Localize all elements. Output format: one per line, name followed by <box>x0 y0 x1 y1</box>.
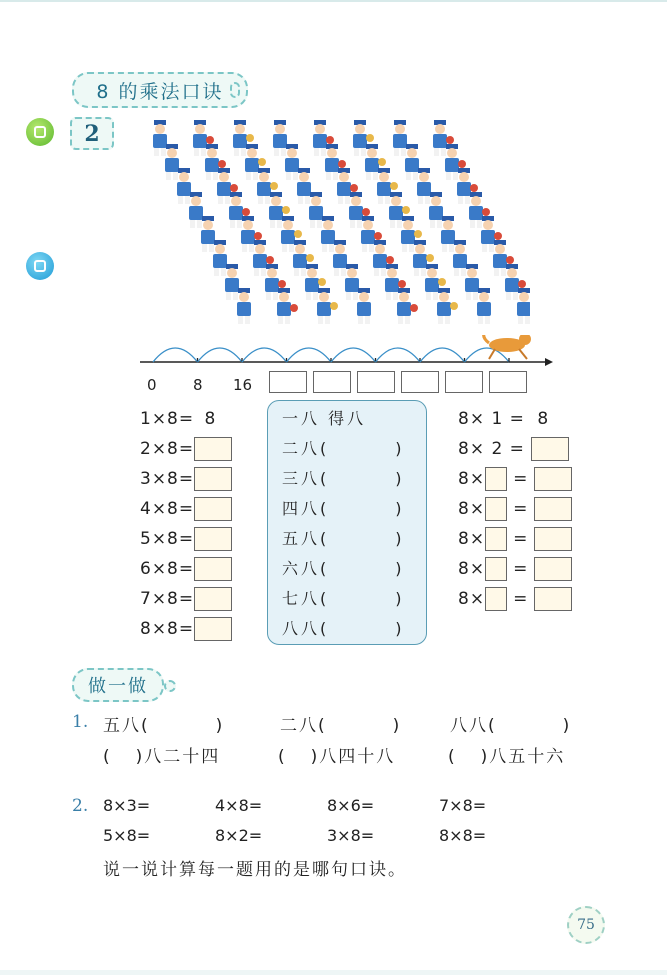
calc-item: 5×8= <box>103 826 151 845</box>
badge-decoration <box>230 82 240 98</box>
band-member <box>201 216 215 252</box>
dog-illustration <box>484 335 531 359</box>
answer-box[interactable] <box>194 527 232 551</box>
right-row <box>458 406 572 436</box>
jump-arc <box>242 348 287 362</box>
rhyme-head: 五八 <box>282 529 321 548</box>
answer-box[interactable] <box>534 497 572 521</box>
q1-item <box>448 742 565 767</box>
number-line-blank[interactable] <box>269 371 307 393</box>
paren-open: ( <box>320 469 330 488</box>
paren-close: ) <box>395 589 405 608</box>
marching-band-illustration <box>130 112 530 332</box>
paren-open: ( <box>278 747 287 767</box>
right-row <box>458 466 572 496</box>
band-member <box>273 120 287 156</box>
band-member <box>225 264 239 300</box>
q1-item <box>103 742 220 767</box>
left-row <box>140 436 232 466</box>
band-member <box>165 144 179 180</box>
left-expr: 7×8= <box>140 589 195 609</box>
band-member <box>393 120 407 156</box>
paren-open: ( <box>488 716 497 736</box>
paren-close: ) <box>395 469 405 488</box>
rhyme-head: 六八 <box>282 559 321 578</box>
band-member <box>465 264 479 300</box>
paren-close: ) <box>310 747 320 767</box>
band-member <box>297 168 311 204</box>
resource-pin-icon[interactable] <box>26 118 54 146</box>
paren-close: ) <box>135 747 145 767</box>
calc-item: 4×8= <box>215 796 263 815</box>
rhyme-line <box>282 586 405 616</box>
left-row <box>140 526 232 556</box>
left-expr: 2×8= <box>140 439 195 459</box>
number-line-blank[interactable] <box>357 371 395 393</box>
rhyme-line <box>282 556 405 586</box>
band-member <box>357 288 371 324</box>
screen-glyph-icon <box>34 260 46 272</box>
number-line-blank[interactable] <box>489 371 527 393</box>
left-expr: 8×8= <box>140 619 195 639</box>
example-number-badge <box>70 117 114 150</box>
q1-rhyme-head: 八八 <box>450 716 488 736</box>
equals-sign: = <box>513 499 529 519</box>
paren-close: ) <box>480 747 490 767</box>
paren-open: ( <box>320 589 330 608</box>
right-row <box>458 586 572 616</box>
badge-decoration <box>164 680 176 692</box>
band-member <box>321 216 335 252</box>
band-member <box>453 240 467 276</box>
q1-rhyme-head: 五八 <box>103 716 141 736</box>
paren-close: ) <box>395 499 405 518</box>
calc-item: 8×8= <box>439 826 487 845</box>
answer-box[interactable] <box>194 617 232 641</box>
paren-close: ) <box>562 716 572 736</box>
calc-item: 3×8= <box>327 826 375 845</box>
jump-arc <box>331 348 376 362</box>
band-member <box>189 192 203 228</box>
answer-box[interactable] <box>194 437 232 461</box>
right-row <box>458 526 572 556</box>
paren-close: ) <box>395 439 405 458</box>
q1-rhyme-tail: 八四十八 <box>319 747 396 767</box>
paren-close: ) <box>395 619 405 638</box>
calc-item: 8×6= <box>327 796 375 815</box>
answer-box[interactable] <box>534 587 572 611</box>
lesson-title: 8 的乘法口诀 <box>96 80 224 103</box>
rhyme-tail: 得八 <box>328 409 367 428</box>
left-expr: 1×8= <box>140 409 195 429</box>
paren-open: ( <box>320 439 330 458</box>
answer-box[interactable] <box>194 467 232 491</box>
paren-open: ( <box>141 716 150 736</box>
answer-box[interactable] <box>531 437 569 461</box>
example-number: 2 <box>84 120 100 147</box>
paren-open: ( <box>103 747 112 767</box>
paren-open: ( <box>320 559 330 578</box>
paren-open: ( <box>318 716 327 736</box>
factor-box[interactable] <box>485 587 507 611</box>
calc-item: 8×2= <box>215 826 263 845</box>
paren-close: ) <box>395 529 405 548</box>
equals-sign: = <box>513 559 529 579</box>
q1-item <box>280 711 401 736</box>
tick-label-16: 16 <box>233 376 253 394</box>
right-row <box>458 556 572 586</box>
paren-open: ( <box>320 619 330 638</box>
question-1-number: 1. <box>72 712 89 732</box>
rhyme-head: 三八 <box>282 469 321 488</box>
band-member <box>317 288 338 324</box>
factor-box[interactable] <box>485 557 507 581</box>
q1-item <box>278 742 395 767</box>
band-member <box>333 240 347 276</box>
band-member <box>345 264 359 300</box>
left-row <box>140 556 232 586</box>
tick-label-8: 8 <box>193 376 203 394</box>
bottom-rule <box>0 970 667 975</box>
answer-box[interactable] <box>194 497 232 521</box>
calc-item: 8×3= <box>103 796 151 815</box>
band-member <box>405 144 419 180</box>
answer-box[interactable] <box>194 557 232 581</box>
screen-pin-icon[interactable] <box>26 252 54 280</box>
rhyme-line <box>282 406 405 436</box>
number-line-blank[interactable] <box>401 371 439 393</box>
answer-box[interactable] <box>534 557 572 581</box>
band-member <box>477 288 491 324</box>
answer-box[interactable] <box>534 467 572 491</box>
jump-arc <box>420 348 465 362</box>
left-row <box>140 496 232 526</box>
jump-arc <box>287 348 332 362</box>
answer-box[interactable] <box>534 527 572 551</box>
band-member <box>213 240 227 276</box>
left-row <box>140 406 232 436</box>
jump-arc <box>376 348 421 362</box>
left-expr: 4×8= <box>140 499 195 519</box>
right-row <box>458 496 572 526</box>
right-expr: 8× <box>458 529 486 549</box>
top-rule <box>0 0 667 2</box>
page-number-badge <box>567 906 605 944</box>
left-expr: 6×8= <box>140 559 195 579</box>
right-expr: 8× <box>458 589 486 609</box>
practice-title: 做一做 <box>88 676 148 697</box>
rhyme-line <box>282 526 405 556</box>
page-number: 75 <box>577 917 595 933</box>
equals-sign: = <box>513 469 529 489</box>
calc-item: 7×8= <box>439 796 487 815</box>
lesson-title-badge <box>72 72 248 108</box>
paren-open: ( <box>320 529 330 548</box>
practice-title-badge <box>72 668 164 702</box>
answer-box[interactable] <box>194 587 232 611</box>
rhyme-head: 七八 <box>282 589 321 608</box>
paren-open: ( <box>320 499 330 518</box>
right-expr: 8× <box>458 469 486 489</box>
question-2-number: 2. <box>72 796 89 816</box>
rhyme-head: 一八 <box>282 409 321 428</box>
factor-box[interactable] <box>485 527 507 551</box>
jump-arc <box>153 348 198 362</box>
q1-rhyme-head: 二八 <box>280 716 318 736</box>
q1-rhyme-tail: 八五十六 <box>489 747 566 767</box>
equals-sign: = <box>513 589 529 609</box>
factor-box[interactable] <box>485 467 507 491</box>
paren-open: ( <box>448 747 457 767</box>
q2-instruction: 说一说计算每一题用的是哪句口诀。 <box>103 860 407 880</box>
left-row <box>140 616 232 646</box>
paren-close: ) <box>395 559 405 578</box>
rhyme-line <box>282 466 405 496</box>
number-line <box>135 335 555 375</box>
band-member <box>177 168 191 204</box>
resource-glyph-icon <box>34 126 46 138</box>
number-line-blank[interactable] <box>313 371 351 393</box>
rhyme-head: 四八 <box>282 499 321 518</box>
left-answer: 8 <box>204 409 217 429</box>
equals-sign: = <box>513 529 529 549</box>
q1-rhyme-tail: 八二十四 <box>144 747 221 767</box>
left-row <box>140 586 232 616</box>
rhyme-line <box>282 496 405 526</box>
band-member <box>429 192 443 228</box>
factor-box[interactable] <box>485 497 507 521</box>
band-member <box>517 288 530 324</box>
right-expr: 8× <box>458 559 486 579</box>
jump-arc <box>198 348 243 362</box>
q1-item <box>450 711 571 736</box>
rhyme-line <box>282 436 405 466</box>
right-multiplication-column <box>458 406 572 616</box>
rhyme-head: 二八 <box>282 439 321 458</box>
band-member <box>277 288 298 324</box>
band-member <box>441 216 455 252</box>
right-row <box>458 436 572 466</box>
right-expr: 8× 2 = <box>458 439 525 459</box>
band-member <box>237 288 251 324</box>
band-member <box>437 288 458 324</box>
q1-item <box>103 711 224 736</box>
left-multiplication-column <box>140 406 232 646</box>
band-member <box>153 120 167 156</box>
paren-close: ) <box>392 716 402 736</box>
left-row <box>140 466 232 496</box>
rhyme-list <box>282 406 405 646</box>
right-expr: 8× <box>458 499 486 519</box>
band-member <box>309 192 323 228</box>
rhyme-line <box>282 616 405 646</box>
left-expr: 5×8= <box>140 529 195 549</box>
number-line-blank[interactable] <box>445 371 483 393</box>
band-member <box>417 168 431 204</box>
right-expr: 8× 1 = <box>458 409 525 429</box>
band-member <box>285 144 299 180</box>
rhyme-head: 八八 <box>282 619 321 638</box>
paren-close: ) <box>215 716 225 736</box>
left-expr: 3×8= <box>140 469 195 489</box>
band-member <box>397 288 418 324</box>
right-answer: 8 <box>537 409 550 429</box>
tick-label-0: 0 <box>147 376 157 394</box>
